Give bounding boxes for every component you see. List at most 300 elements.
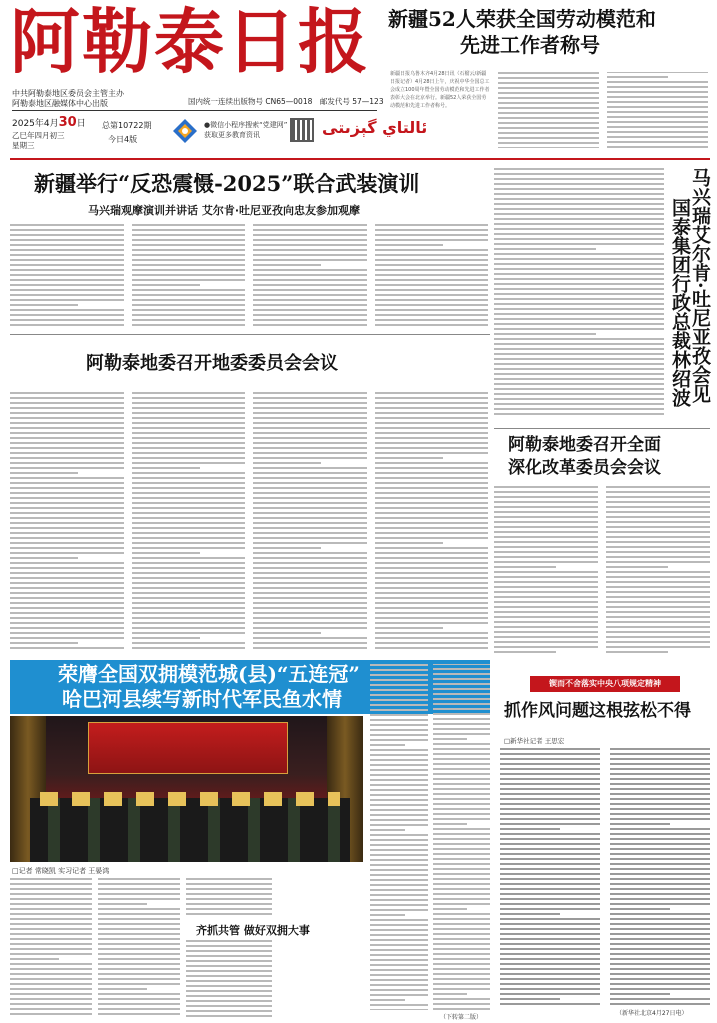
text-line <box>610 763 710 765</box>
text-line <box>494 516 598 518</box>
text-line <box>370 884 428 886</box>
text-line <box>375 472 489 474</box>
text-line <box>498 122 599 124</box>
text-line <box>10 507 124 509</box>
text-line <box>500 763 600 765</box>
text-line <box>253 567 367 569</box>
text-line <box>494 243 664 245</box>
text-line <box>433 748 491 750</box>
text-line <box>498 72 599 74</box>
text-line <box>98 963 180 965</box>
text-line <box>375 517 489 519</box>
text-line <box>610 978 710 980</box>
text-line <box>610 898 710 900</box>
text-line <box>186 903 272 905</box>
text-line <box>132 547 246 549</box>
text-line <box>10 304 78 306</box>
text-line <box>375 417 489 419</box>
text-line <box>494 641 598 643</box>
text-line <box>606 596 710 598</box>
text-line <box>610 953 710 955</box>
text-line <box>606 651 668 653</box>
text-line <box>433 833 491 835</box>
text-line <box>132 497 246 499</box>
text-line <box>132 532 246 534</box>
photo-plaques <box>40 792 340 806</box>
text-line <box>494 536 598 538</box>
text-line <box>375 254 489 256</box>
text-line <box>132 462 246 464</box>
text-line <box>253 472 367 474</box>
text-line <box>186 965 272 967</box>
reform-story <box>494 432 712 658</box>
text-line <box>370 694 428 696</box>
text-line <box>607 101 708 103</box>
text-line <box>433 823 468 825</box>
text-line <box>98 1008 180 1010</box>
text-line <box>494 486 598 488</box>
text-line <box>253 442 367 444</box>
text-line <box>375 562 489 564</box>
text-line <box>494 491 598 493</box>
text-line <box>10 477 124 479</box>
text-line <box>433 888 491 890</box>
text-line <box>494 496 598 498</box>
text-line <box>132 592 246 594</box>
text-line <box>370 754 428 756</box>
text-line <box>500 848 600 850</box>
text-line <box>500 813 600 815</box>
text-line <box>186 980 272 982</box>
text-line <box>10 632 124 634</box>
text-line <box>10 557 78 559</box>
text-line <box>494 303 664 305</box>
text-line <box>606 541 710 543</box>
text-line <box>500 893 600 895</box>
text-line <box>494 308 664 310</box>
text-line <box>433 858 491 860</box>
text-line <box>375 522 489 524</box>
text-line <box>253 427 367 429</box>
text-line <box>10 234 124 236</box>
text-line <box>606 561 710 563</box>
text-line <box>610 833 710 835</box>
text-line <box>433 973 491 975</box>
text-line <box>132 304 246 306</box>
text-line <box>433 953 491 955</box>
text-line <box>433 993 468 995</box>
text-line <box>494 298 664 300</box>
text-line <box>186 990 272 992</box>
text-line <box>375 442 489 444</box>
text-line <box>433 918 491 920</box>
text-line <box>375 462 489 464</box>
text-line <box>370 714 428 716</box>
text-line <box>610 848 710 850</box>
text-line <box>610 768 710 770</box>
text-line <box>610 943 710 945</box>
text-line <box>375 324 489 326</box>
text-line <box>10 567 124 569</box>
text-line <box>186 878 272 880</box>
text-line <box>433 863 491 865</box>
text-line <box>494 408 664 410</box>
text-line <box>500 788 600 790</box>
text-line <box>433 718 491 720</box>
reform-headline-line-1: 阿勒泰地委召开全面 <box>508 435 661 455</box>
text-line <box>10 622 124 624</box>
text-line <box>132 567 246 569</box>
text-line <box>500 973 600 975</box>
text-line <box>132 402 246 404</box>
text-line <box>375 542 443 544</box>
text-line <box>132 299 246 301</box>
text-line <box>375 264 489 266</box>
text-line <box>375 487 489 489</box>
text-line <box>253 284 367 286</box>
text-line <box>253 477 367 479</box>
text-line <box>10 402 124 404</box>
partner-logo <box>172 118 198 144</box>
text-line <box>433 793 491 795</box>
text-line <box>375 259 489 261</box>
text-line <box>98 983 180 985</box>
text-line <box>186 1005 272 1007</box>
side-story-headline-col-1: 马兴瑞艾尔肯·吐尼亚孜会见 <box>689 168 711 403</box>
text-line <box>370 759 428 761</box>
text-line <box>132 427 246 429</box>
text-line <box>10 1013 92 1015</box>
text-line <box>253 304 367 306</box>
text-line <box>498 142 599 144</box>
text-line <box>253 437 367 439</box>
text-line <box>433 903 491 905</box>
text-line <box>375 582 489 584</box>
text-line <box>98 953 180 955</box>
text-line <box>10 617 124 619</box>
text-line <box>10 988 92 990</box>
text-line <box>253 422 367 424</box>
text-line <box>498 87 599 89</box>
text-line <box>610 888 710 890</box>
text-line <box>132 284 200 286</box>
text-line <box>433 738 468 740</box>
text-line <box>370 964 428 966</box>
text-line <box>132 647 246 649</box>
text-line <box>253 467 367 469</box>
text-line <box>10 1003 92 1005</box>
text-line <box>433 923 491 925</box>
text-line <box>610 983 710 985</box>
text-line <box>606 526 710 528</box>
text-line <box>253 497 367 499</box>
text-line <box>132 482 246 484</box>
text-line <box>253 492 367 494</box>
text-line <box>375 567 489 569</box>
text-line <box>370 749 428 751</box>
text-line <box>494 328 664 330</box>
text-line <box>132 492 246 494</box>
text-line <box>610 798 710 800</box>
text-line <box>500 803 600 805</box>
text-line <box>370 669 428 671</box>
text-line <box>10 978 92 980</box>
text-line <box>433 698 491 700</box>
text-line <box>433 703 491 705</box>
text-line <box>10 923 92 925</box>
text-line <box>494 501 598 503</box>
text-line <box>606 586 710 588</box>
text-line <box>132 437 246 439</box>
text-line <box>375 642 489 644</box>
text-line <box>500 768 600 770</box>
text-line <box>132 392 246 394</box>
text-line <box>10 908 92 910</box>
text-line <box>494 168 664 170</box>
text-line <box>500 818 600 820</box>
text-line <box>494 651 556 653</box>
text-line <box>10 953 92 955</box>
text-line <box>186 940 272 942</box>
date-prefix: 2025年4月 <box>12 119 59 129</box>
text-line <box>433 873 491 875</box>
text-line <box>10 502 124 504</box>
text-line <box>10 457 124 459</box>
text-line <box>132 442 246 444</box>
text-line <box>500 798 600 800</box>
text-line <box>253 249 367 251</box>
reform-body <box>494 486 710 656</box>
photo-story-body-right <box>186 878 272 918</box>
text-line <box>433 808 491 810</box>
text-line <box>253 572 367 574</box>
text-line <box>500 858 600 860</box>
text-line <box>253 587 367 589</box>
text-line <box>433 723 491 725</box>
text-line <box>132 637 200 639</box>
text-line <box>10 647 124 649</box>
text-line <box>433 1003 491 1005</box>
text-line <box>375 314 489 316</box>
text-line <box>606 486 710 488</box>
text-line <box>10 397 124 399</box>
text-line <box>10 442 124 444</box>
text-line <box>132 324 246 326</box>
text-line <box>253 264 321 266</box>
text-line <box>253 632 321 634</box>
text-line <box>500 913 560 915</box>
text-line <box>132 552 200 554</box>
text-line <box>370 674 428 676</box>
text-line <box>370 709 428 711</box>
text-line <box>500 938 600 940</box>
text-line <box>606 551 710 553</box>
text-line <box>253 299 367 301</box>
text-line <box>253 314 367 316</box>
text-line <box>253 582 367 584</box>
text-line <box>253 532 367 534</box>
text-line <box>433 783 491 785</box>
text-line <box>375 637 489 639</box>
text-line <box>500 878 600 880</box>
text-line <box>494 506 598 508</box>
exercise-headline: 新疆举行“反恐震慑-2025”联合武装演训 <box>34 171 420 196</box>
text-line <box>98 988 147 990</box>
text-line <box>253 597 367 599</box>
text-line <box>98 908 180 910</box>
text-line <box>253 447 367 449</box>
text-line <box>375 507 489 509</box>
text-line <box>610 863 710 865</box>
text-line <box>494 338 664 340</box>
text-line <box>494 378 664 380</box>
text-line <box>98 933 180 935</box>
text-line <box>132 617 246 619</box>
text-line <box>370 839 428 841</box>
text-line <box>375 592 489 594</box>
text-line <box>370 974 428 976</box>
text-line <box>606 611 710 613</box>
text-line <box>253 502 367 504</box>
text-line <box>610 903 710 905</box>
text-line <box>606 566 668 568</box>
text-line <box>494 561 598 563</box>
text-line <box>370 919 428 921</box>
text-line <box>10 592 124 594</box>
text-line <box>500 943 600 945</box>
text-line <box>433 948 491 950</box>
text-line <box>370 769 428 771</box>
text-line <box>370 734 428 736</box>
text-line <box>500 933 600 935</box>
text-line <box>494 606 598 608</box>
text-line <box>370 739 428 741</box>
text-line <box>494 521 598 523</box>
text-line <box>610 808 710 810</box>
text-line <box>498 102 599 104</box>
text-line <box>132 412 246 414</box>
masthead-title: 阿勒泰日报 <box>10 0 370 83</box>
top-story-body-cols <box>498 72 708 148</box>
text-line <box>98 888 180 890</box>
text-line <box>132 319 246 321</box>
text-line <box>370 774 428 776</box>
text-line <box>253 527 367 529</box>
text-line <box>500 863 600 865</box>
text-line <box>10 943 92 945</box>
text-line <box>10 577 124 579</box>
text-line <box>607 116 708 118</box>
text-line <box>132 502 246 504</box>
committee-story <box>10 338 490 656</box>
text-line <box>500 853 600 855</box>
text-line <box>610 773 710 775</box>
text-line <box>500 998 560 1000</box>
text-line <box>132 557 246 559</box>
text-line <box>606 536 710 538</box>
text-line <box>10 572 124 574</box>
text-line <box>433 728 491 730</box>
text-line <box>253 402 367 404</box>
text-line <box>253 482 367 484</box>
text-line <box>610 963 710 965</box>
text-line <box>10 324 124 326</box>
text-line <box>606 496 710 498</box>
text-line <box>132 487 246 489</box>
text-line <box>498 82 599 84</box>
text-line <box>370 949 428 951</box>
text-line <box>606 621 710 623</box>
text-line <box>253 522 367 524</box>
text-line <box>610 813 710 815</box>
text-line <box>433 908 468 910</box>
text-line <box>500 783 600 785</box>
text-line <box>375 607 489 609</box>
banner-line-2: 哈巴河县续写新时代军民鱼水情 <box>62 687 342 711</box>
text-line <box>607 121 708 123</box>
text-line <box>494 591 598 593</box>
text-line <box>610 968 710 970</box>
text-line <box>10 522 124 524</box>
text-line <box>10 983 92 985</box>
text-line <box>370 969 428 971</box>
text-line <box>370 699 428 701</box>
text-line <box>253 457 367 459</box>
text-line <box>607 81 708 83</box>
text-line <box>500 958 600 960</box>
photo-story-body-right-2 <box>186 940 272 1018</box>
text-line <box>253 397 367 399</box>
text-line <box>10 602 124 604</box>
text-line <box>186 945 272 947</box>
text-line <box>606 531 710 533</box>
text-line <box>606 606 710 608</box>
text-line <box>433 818 491 820</box>
text-line <box>253 487 367 489</box>
text-line <box>253 412 367 414</box>
text-line <box>606 546 710 548</box>
text-line <box>610 793 710 795</box>
text-line <box>132 229 246 231</box>
text-line <box>607 136 708 138</box>
text-line <box>370 784 428 786</box>
text-line <box>132 259 246 261</box>
text-line <box>10 527 124 529</box>
text-line <box>370 719 428 721</box>
text-line <box>433 828 491 830</box>
text-line <box>433 848 491 850</box>
text-line <box>132 562 246 564</box>
text-line <box>375 492 489 494</box>
text-line <box>500 983 600 985</box>
side-story <box>494 164 712 426</box>
text-line <box>375 627 443 629</box>
text-line <box>433 768 491 770</box>
text-line <box>370 789 428 791</box>
text-line <box>370 804 428 806</box>
masthead-red-rule <box>10 158 710 160</box>
text-line <box>132 239 246 241</box>
text-line <box>370 834 428 836</box>
text-line <box>253 432 367 434</box>
text-line <box>253 512 367 514</box>
text-line <box>98 948 180 950</box>
text-line <box>494 358 664 360</box>
text-line <box>494 278 664 280</box>
text-line <box>253 279 367 281</box>
text-line <box>375 402 489 404</box>
text-line <box>375 432 489 434</box>
